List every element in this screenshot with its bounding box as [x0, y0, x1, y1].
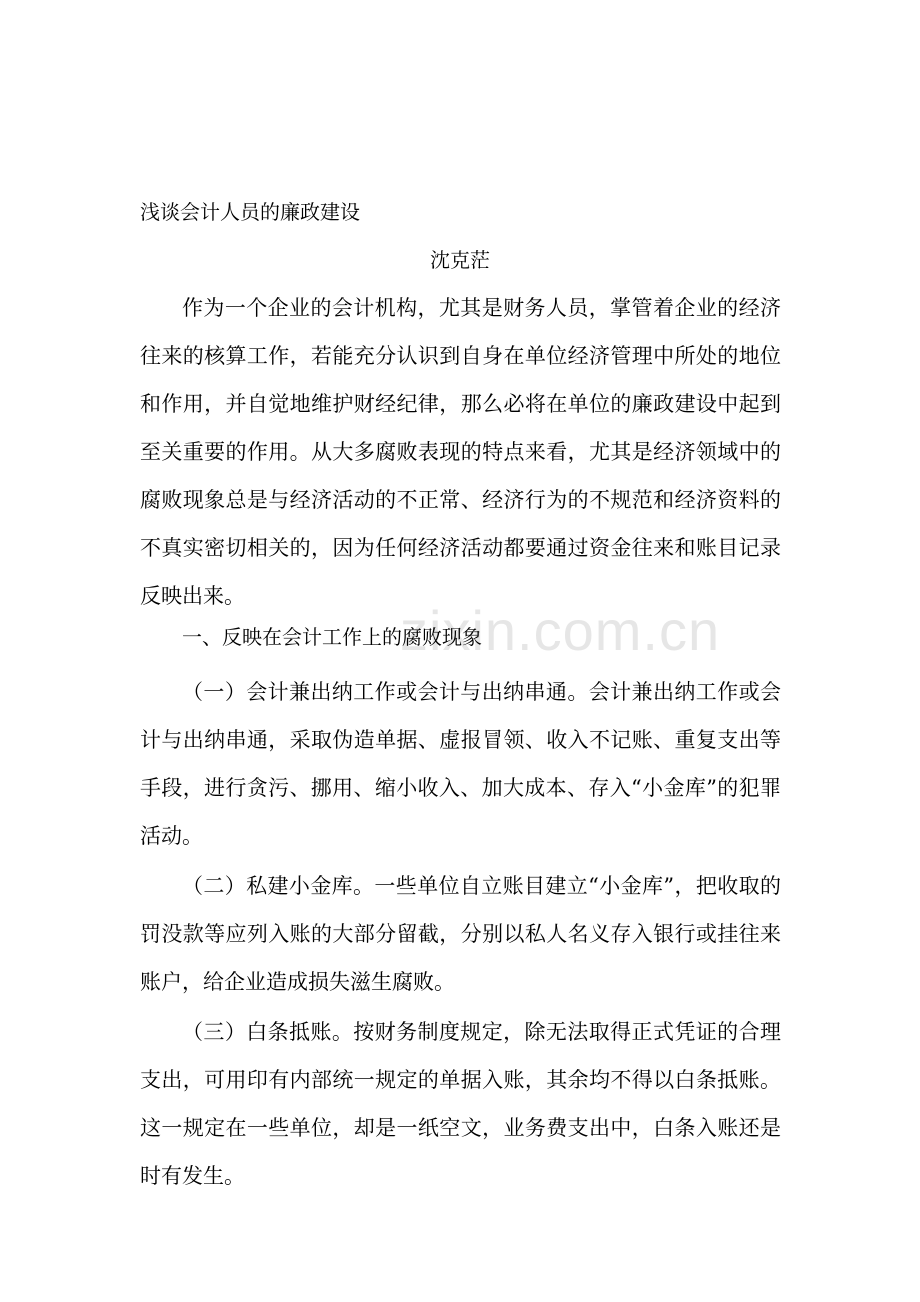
document-author: 沈克茫 — [430, 248, 490, 272]
intro-paragraph: 作为一个企业的会计机构，尤其是财务人员，掌管着企业的经济往来的核算工作，若能充分认识到自身在单位经济管理中所处的地位和作用，并自觉地维护财经纪律，那么必将在单位的廉政建设中起到至关重要的作用。从大多腐败表现的特点来看，尤其是经济领域中的腐败现象总是与经济活动的不正常、经济行为的不规范和经济资料的不真实密切相关的，因为任何经济活动都要通过资金往来和账目记录反映出来。 — [140, 296, 781, 608]
watermark: zixin.com.cn — [400, 599, 721, 662]
item-paragraph-2: （二）私建小金库。一些单位自立账目建立“小金库”，把收取的罚没款等应列入账的大部分留截，分别以私人名义存入银行或挂往来账户，给企业造成损失滋生腐败。 — [140, 874, 781, 994]
document-title: 浅谈会计人员的廉政建设 — [140, 200, 360, 224]
item-paragraph-3: （三）白条抵账。按财务制度规定，除无法取得正式凭证的合理支出，可用印有内部统一规定的单据入账，其余均不得以白条抵账。这一规定在一些单位，却是一纸空文，业务费支出中，白条入账还是时有发生。 — [140, 1020, 781, 1188]
item-paragraph-1: （一）会计兼出纳工作或会计与出纳串通。会计兼出纳工作或会计与出纳串通，采取伪造单据、虚报冒领、收入不记账、重复支出等手段，进行贪污、挪用、缩小收入、加大成本、存入“小金库”的犯罪活动。 — [140, 680, 781, 848]
section-heading: 一、反映在会计工作上的腐败现象 — [182, 625, 482, 649]
